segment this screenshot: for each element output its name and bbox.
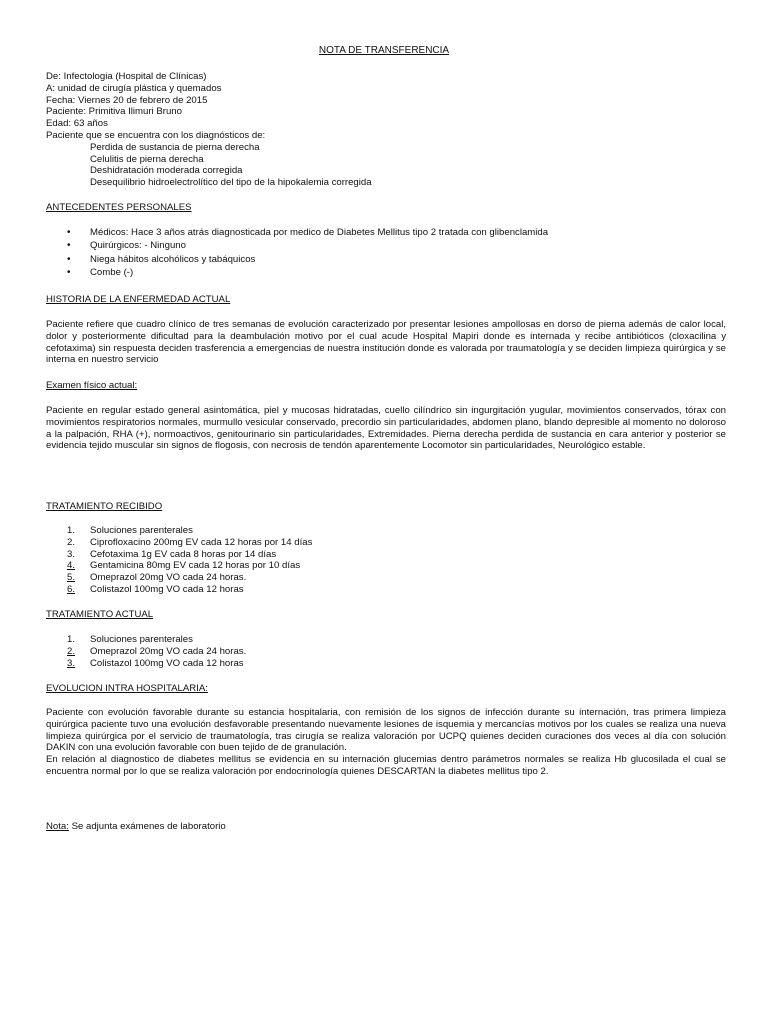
evolucion-paragraph-1: Paciente con evolución favorable durante su estancia hospitalaria, con remisión de los signos de infección durante su internación, tras primera limpieza quirúrgica paciente tuvo una evolución desfavorable presentando nuevamente lesiones de isquemia y mercancías motivos por los cuales se realiza una nueva limpieza quirúrgica por el servicio de traumatología, tras cirugía se realiza valoración por UCPQ quienes deciden curaciones dos veces al día con solución DAKIN con una evolución favorable con buen tejido de de granulación. <box>46 707 726 754</box>
bullet-icon: • <box>67 253 71 265</box>
list-item <box>46 267 726 280</box>
header-patient: Paciente: Primitiva Ilimuri Bruno <box>46 106 182 118</box>
examen-heading: Examen físico actual: <box>46 380 138 391</box>
item-text: Soluciones parenterales <box>90 634 193 645</box>
examen-section <box>46 380 726 392</box>
list-item <box>46 254 726 267</box>
item-number: 5. <box>67 572 76 584</box>
item-number: 1. <box>67 634 76 645</box>
item-number: 3. <box>67 548 76 560</box>
list-item <box>46 525 726 537</box>
item-text: Ciprofloxacino 200mg EV cada 12 horas por 14 días <box>90 536 313 548</box>
item-text: Colistazol 100mg VO cada 12 horas <box>90 657 244 669</box>
bullet-icon: • <box>67 267 71 279</box>
tratamiento-actual-list <box>46 634 726 669</box>
item-number: 6. <box>67 583 76 595</box>
header-to: A: unidad de cirugía plástica y quemados <box>46 82 222 94</box>
list-item <box>46 634 726 646</box>
list-item <box>46 227 726 240</box>
header-age: Edad: 63 años <box>46 118 108 130</box>
nota-text: Se adjunta exámenes de laboratorio <box>68 821 226 832</box>
tratamiento-recibido-heading: TRATAMIENTO RECIBIDO <box>46 501 163 512</box>
item-text: Soluciones parenterales <box>90 525 193 536</box>
diagnosis-item: Perdida de sustancia de pierna derecha <box>90 141 260 153</box>
item-text: Omeprazol 20mg VO cada 24 horas. <box>90 572 247 584</box>
bullet-icon: • <box>67 240 71 252</box>
nota-section <box>46 821 726 833</box>
diagnosis-item: Deshidratación moderada corregida <box>90 165 243 177</box>
list-item <box>46 572 726 584</box>
tratamiento-actual-heading: TRATAMIENTO ACTUAL <box>46 609 154 620</box>
tratamiento-recibido-section <box>46 501 726 513</box>
list-item <box>46 658 726 670</box>
antecedentes-list <box>46 227 726 281</box>
item-number: 2. <box>67 645 76 657</box>
historia-section <box>46 294 726 306</box>
antecedente-quirurgicos: Quirúrgicos: - Ninguno <box>90 240 186 252</box>
list-item <box>46 549 726 561</box>
antecedente-habitos: Niega hábitos alcohólicos y tabáquicos <box>90 253 256 265</box>
list-item <box>46 646 726 658</box>
list-item <box>46 584 726 596</box>
evolucion-section <box>46 683 726 695</box>
list-item <box>46 537 726 549</box>
examen-text: Paciente en regular estado general asintomática, piel y mucosas hidratadas, cuello cilíndrico sin ingurgitación yugular, movimientos conservados, tórax con movimientos respiratorios normales, murmullo vesicular conservado, precordio sin particularidades, abdomen plano, blando depresible al momento no doloroso a la palpación, RHA (+), normoactivos, genitourinario sin particularidades, Extremidades. Pierna derecha perdida de sustancia en cara anterior y posterior se evidencia tejido muscular sin signos de flogosis, con necrosis de tendón aparentemente Locomotor sin particularidades, Neurológico estable. <box>46 405 726 452</box>
item-number: 1. <box>67 525 76 536</box>
evolucion-paragraph-2: En relación al diagnostico de diabetes mellitus se evidencia en su internación glucemias dentro parámetros normales se realiza Hb glucosilada el cual se encuentra normal por lo que se realiza valoración por endocrinología quienes DESCARTAN la diabetes mellitus tipo 2. <box>46 754 726 777</box>
item-number: 2. <box>67 536 76 548</box>
nota-label: Nota: <box>46 821 69 832</box>
antecedentes-section <box>46 202 726 214</box>
historia-text: Paciente refiere que cuadro clínico de tres semanas de evolución caracterizado por presentar lesiones ampollosas en dorso de pierna además de calor local, dolor y posteriormente dificultad para la deambulación motivo por el cual acude Hospital Mapiri donde es internada y recibe antibióticos (cloxacilina y cefotaxima) sin respuesta deciden trasferencia a emergencias de nuestra institución donde es valorada por traumatología y se deciden limpieza quirúrgica y se interna en nuestro servicio <box>46 319 726 366</box>
diagnosis-item: Desequilibrio hidroelectrolítico del tipo de la hipokalemia corregida <box>90 177 372 189</box>
tratamiento-recibido-list <box>46 525 726 596</box>
antecedente-medicos: Médicos: Hace 3 años atrás diagnosticada por medico de Diabetes Mellitus tipo 2 tratada con glibenclamida <box>90 227 549 238</box>
header-info <box>46 71 726 189</box>
item-text: Colistazol 100mg VO cada 12 horas <box>90 583 244 595</box>
bullet-icon: • <box>67 227 71 238</box>
antecedentes-heading: ANTECEDENTES PERSONALES <box>46 202 192 213</box>
antecedente-combe: Combe (-) <box>90 267 134 279</box>
header-diagnoses-intro: Paciente que se encuentra con los diagnósticos de: <box>46 129 266 141</box>
diagnosis-item: Celulitis de pierna derecha <box>90 153 204 165</box>
item-number: 3. <box>67 657 76 669</box>
header-date: Fecha: Viernes 20 de febrero de 2015 <box>46 94 208 106</box>
list-item <box>46 240 726 253</box>
header-from: De: Infectologia (Hospital de Clínicas) <box>46 71 207 82</box>
item-text: Gentamicina 80mg EV cada 12 horas por 10 días <box>90 560 301 572</box>
historia-heading: HISTORIA DE LA ENFERMEDAD ACTUAL <box>46 294 231 305</box>
tratamiento-actual-section <box>46 609 726 621</box>
document-title: NOTA DE TRANSFERENCIA <box>318 45 450 56</box>
item-text: Omeprazol 20mg VO cada 24 horas. <box>90 645 247 657</box>
item-number: 4. <box>67 560 76 572</box>
item-text: Cefotaxima 1g EV cada 8 horas por 14 días <box>90 548 277 560</box>
evolucion-heading: EVOLUCION INTRA HOSPITALARIA: <box>46 683 208 694</box>
evolucion-text <box>46 707 726 778</box>
list-item <box>46 560 726 572</box>
